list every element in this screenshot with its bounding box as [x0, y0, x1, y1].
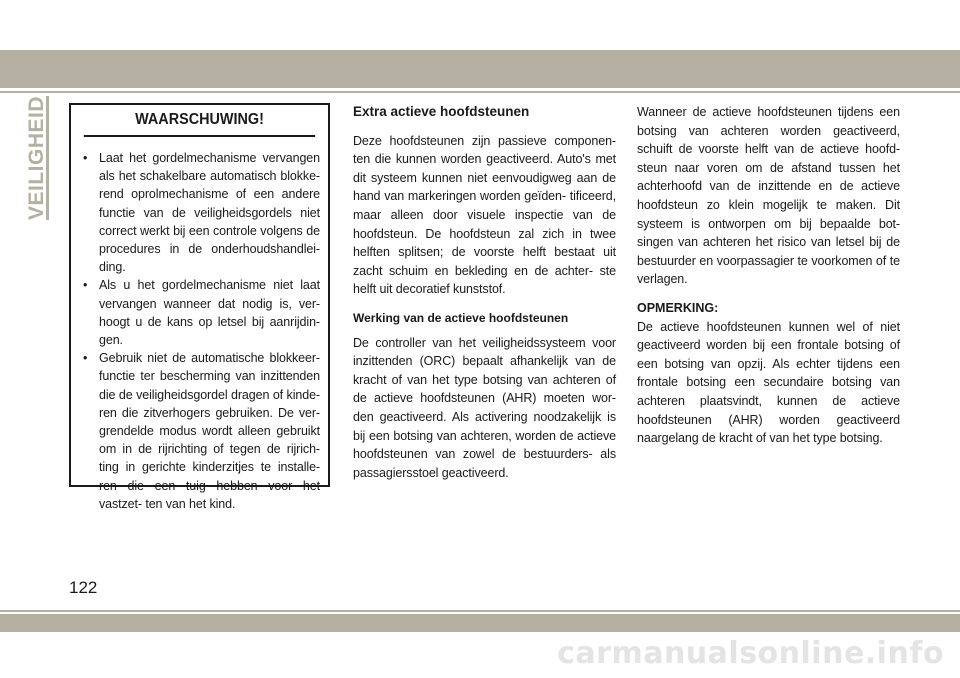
paragraph: De controller van het veiligheidssysteem voor inzittenden (ORC) bepaalt afhankelijk van de kracht of van het type botsing van achteren of de actieve hoofdsteunen (AHR) moeten wor- den geactiveerd. Als activering noodzakelijk is bij een botsing van achteren, worden de actieve hoofdsteunen van zowel de bestuurders- als passagiersstoel geactiveerd. — [353, 335, 616, 480]
warning-item-text: Gebruik niet de automatische blokkeer- functie ter bescherming van inzittenden die de veiligheidsgordel dragen of kinde- ren die zitverhogers gebruiken. De ver- grendelde modus wordt alleen gebruikt om in de rijrichting of tegen de rijrich- ting in gerichte kinderzitjes te installe- ren die een tuig hebben voor het vastzet- ten van het kind. — [99, 351, 320, 511]
warning-item — [79, 149, 320, 276]
warning-item-text: Laat het gordelmechanisme vervangen als het schakelbare automatisch blokke- rend oprolmechanisme of een andere functie van de veiligheidsgordels niet correct werkt bij een controle volgens de procedures in de onderhoudshandlei- ding. — [99, 151, 320, 275]
warning-title: WAARSCHUWING! — [84, 105, 315, 137]
note-text: De actieve hoofdsteunen kunnen wel of niet geactiveerd worden bij een frontale botsing of een botsing van opzij. Als echter tijdens een frontale botsing een secundaire botsing van achteren plaatsvindt, kunnen de actieve hoofdsteunen (AHR) worden geactiveerd naargelang de kracht of van het type botsing. — [637, 319, 900, 446]
warning-list — [71, 137, 328, 513]
watermark: carmanualsonline.info — [557, 636, 944, 671]
header-band — [0, 50, 960, 88]
header-rule — [0, 91, 960, 93]
section-heading: Extra actieve hoofdsteunen — [353, 104, 530, 119]
bullet-icon: • — [83, 151, 88, 165]
footer-band — [0, 614, 960, 632]
bullet-icon: • — [83, 278, 88, 293]
warning-box — [69, 103, 330, 511]
footer-rule — [0, 610, 960, 612]
section-tab — [22, 95, 52, 221]
page-number: 122 — [69, 578, 98, 597]
subsection-heading: Werking van de actieve hoofdsteunen — [353, 310, 569, 325]
warning-item — [79, 349, 320, 513]
warning-item — [79, 276, 320, 349]
paragraph: Deze hoofdsteunen zijn passieve componen- ten die kunnen worden geactiveerd. Auto's met dit systeem kunnen niet eenvoudigweg aan de hand van markeringen worden geïden- tificeerd, maar alleen door visuele inspectie van de hoofdsteun. De hoofdsteun zal zich in twee helften splitsen; de voorste helft bestaat uit zacht schuim en bekleding en de achter- ste helft uit decoratief kunststof. — [353, 133, 616, 297]
warning-item-text: Als u het gordelmechanisme niet laat vervangen wanneer dat nodig is, ver- hoogt u de kans op letsel bij aanrijdin- gen. — [99, 278, 320, 348]
note-title: OPMERKING: — [637, 300, 719, 315]
column-middle — [353, 103, 616, 492]
column-right — [637, 103, 900, 458]
paragraph: Wanneer de actieve hoofdsteunen tijdens een botsing van achteren worden geactiveerd, schuift de voorste helft van de actieve hoofd- steun naar voren om de afstand tussen het achterhoofd van de inzittende en de actieve hoofdsteun zo klein mogelijk te maken. Dit systeem is ontworpen om bij bepaalde bot- singen van achteren het risico van letsel bij de bestuurder en voorpassagier te voorkomen of te verlagen. — [637, 105, 900, 287]
section-tab-label: VEILIGHEID — [25, 95, 48, 221]
bullet-icon: • — [83, 351, 88, 366]
